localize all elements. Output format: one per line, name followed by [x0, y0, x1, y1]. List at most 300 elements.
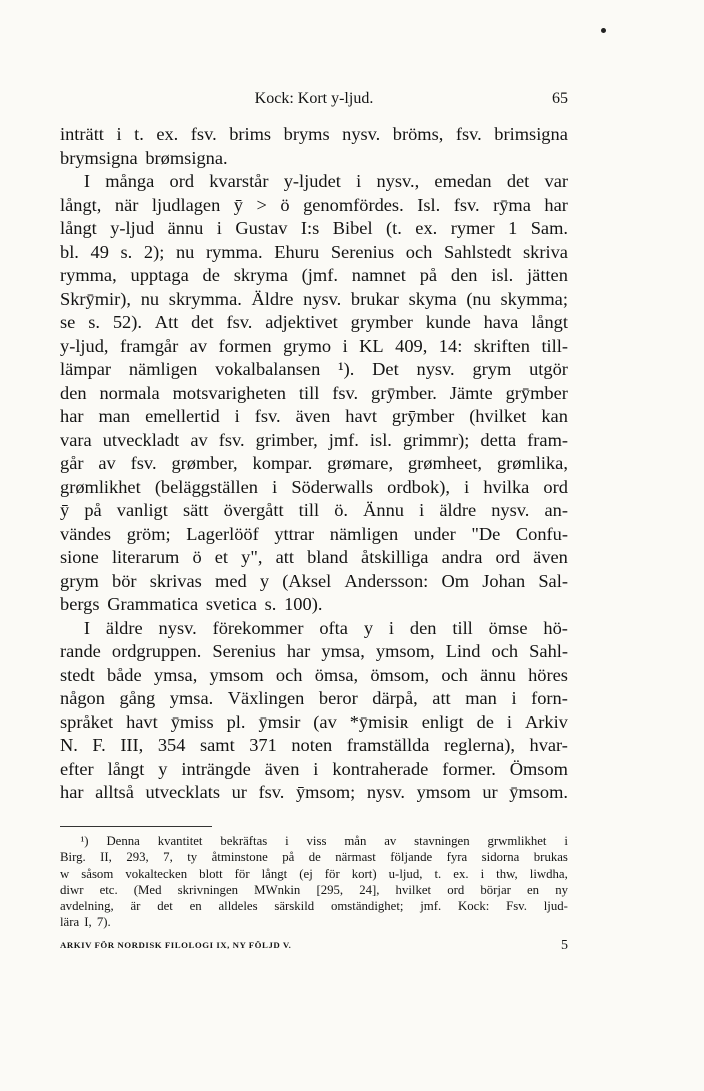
word: an-	[544, 500, 568, 520]
word: i	[511, 688, 517, 708]
word: av	[190, 429, 208, 450]
text-line	[60, 147, 568, 171]
word: ymsom	[209, 664, 264, 685]
word: u-ljud,	[388, 866, 423, 881]
word: att	[275, 547, 294, 567]
word: det	[191, 312, 214, 332]
word: alltså	[95, 782, 134, 802]
word: brimsigna	[494, 124, 568, 144]
word: diwr	[60, 882, 84, 897]
word: fsv.	[453, 194, 480, 215]
word: bör	[112, 570, 137, 591]
word: 24],	[359, 882, 380, 897]
word: grymber	[350, 312, 413, 332]
word: i	[116, 124, 122, 144]
word: ymsom,	[375, 641, 435, 661]
word: och	[405, 241, 433, 262]
word: thw,	[496, 866, 518, 881]
word: ömsa,	[314, 664, 359, 685]
word: 49	[90, 241, 109, 262]
word: ö.	[334, 500, 349, 520]
word: höres	[528, 664, 568, 685]
word: även	[295, 406, 331, 426]
word: ӯ	[233, 194, 243, 215]
word: såsom	[81, 866, 114, 881]
word: hvar-	[529, 735, 568, 755]
word: nysv.	[416, 359, 455, 379]
word: framställda	[346, 735, 430, 755]
word: se	[60, 312, 76, 332]
word: det	[157, 899, 173, 914]
word: i	[313, 758, 319, 779]
word: utveckladt	[102, 429, 180, 450]
word: kontraherade	[332, 758, 429, 779]
word: 371	[249, 735, 277, 755]
word: normala	[99, 382, 160, 403]
word: I:s	[300, 218, 320, 238]
word: t.	[434, 866, 442, 881]
word: jmf.	[420, 899, 442, 914]
text-line	[60, 476, 568, 500]
word: (av	[313, 711, 337, 732]
word: y-ljudet	[283, 171, 341, 191]
word: kort)	[351, 866, 377, 881]
word: 293,	[126, 850, 149, 865]
word: bergs	[60, 594, 100, 614]
word: äldre	[439, 500, 477, 520]
word: ö	[280, 194, 290, 215]
word: till	[452, 617, 473, 638]
word: (jmf.	[301, 265, 338, 285]
text-line	[60, 687, 568, 711]
word: kvarstår	[209, 171, 269, 191]
word: genomfördes.	[303, 194, 404, 215]
word: Confu-	[515, 523, 568, 544]
word: skrivas	[149, 570, 202, 591]
word: Lind	[445, 641, 481, 661]
word: nysv.	[158, 617, 197, 638]
word: i	[419, 500, 425, 520]
word: Kock:	[458, 899, 490, 914]
word: 2);	[143, 241, 165, 262]
word: var	[544, 171, 568, 191]
word: med	[215, 570, 247, 591]
word: skriften	[473, 335, 530, 356]
word: ex.	[415, 218, 438, 238]
word: är	[130, 899, 141, 914]
word: även	[264, 758, 300, 779]
word: Serenius	[330, 241, 395, 262]
word: särskild	[274, 899, 315, 914]
word: nämligen	[128, 359, 198, 379]
text-line	[60, 429, 568, 453]
footnote-line	[60, 833, 568, 849]
word: Det	[372, 359, 399, 379]
word: i	[356, 171, 362, 191]
text-line	[60, 241, 568, 265]
word: bryms	[283, 124, 330, 144]
word: långt,	[60, 194, 102, 215]
word: N.	[60, 735, 78, 755]
word: ofta	[319, 617, 348, 638]
word: literarum	[111, 547, 180, 567]
word: brukas	[533, 850, 568, 865]
word: ȳmsir	[258, 711, 301, 732]
word: grymo	[283, 335, 332, 356]
word: sätt	[182, 500, 209, 520]
word: Äldre	[251, 288, 294, 309]
word: Serenius	[212, 641, 276, 661]
word: fsv.	[254, 406, 281, 426]
word: kvantitet	[157, 834, 203, 848]
word: samt	[199, 735, 235, 755]
word: formen	[218, 335, 272, 356]
word: Andersson:	[344, 570, 429, 591]
text-line	[60, 546, 568, 570]
word: stavningen	[414, 834, 470, 848]
word: (Aksel	[282, 570, 332, 591]
word: emedan	[434, 171, 492, 191]
text-line	[60, 170, 568, 194]
word: pl.	[226, 711, 246, 732]
footnote-line	[60, 914, 568, 930]
word: t.	[134, 124, 144, 144]
word: ty	[187, 850, 198, 865]
word: 14:	[438, 335, 463, 356]
word: framgår	[120, 335, 179, 356]
word: nämligen	[329, 523, 399, 544]
word: en	[527, 882, 540, 897]
word: ӯ	[60, 500, 70, 520]
word: (hvilket	[469, 406, 527, 426]
word: långt	[531, 312, 568, 332]
word: etc.	[99, 882, 118, 897]
text-line	[60, 452, 568, 476]
word: former.	[442, 758, 496, 779]
word: I	[83, 617, 91, 638]
word: y",	[241, 547, 263, 567]
word: yttrar	[274, 523, 315, 544]
word: I,	[84, 915, 92, 930]
word: börjar	[480, 882, 511, 897]
text-line	[60, 593, 568, 617]
word: lära	[60, 915, 80, 930]
word: s.	[88, 312, 100, 332]
word: ordgruppen.	[111, 641, 202, 661]
word: fram-	[527, 429, 568, 450]
text-line	[60, 335, 568, 359]
word: y-ljud,	[60, 335, 109, 356]
signature-text: ARKIV FÖR NORDISK FILOLOGI IX, NY FÖLJD V.	[60, 940, 292, 950]
word: beror	[318, 688, 358, 708]
word: de	[202, 265, 220, 285]
word: grømlikhet	[60, 476, 141, 497]
word: motsvarigheten	[172, 382, 286, 403]
word: blott	[199, 866, 223, 881]
word: den	[409, 617, 437, 638]
footnote-rule	[60, 826, 212, 827]
word: svetica	[205, 594, 257, 614]
text-line	[60, 123, 568, 147]
word: havt	[345, 406, 377, 426]
text-line	[60, 664, 568, 688]
word: s.	[264, 594, 277, 614]
word: reglerna),	[444, 735, 515, 755]
word: fsv.	[258, 782, 285, 802]
word: inträngde	[181, 758, 251, 779]
ink-speck	[601, 28, 606, 33]
word: hvilket	[395, 882, 432, 897]
word: i	[216, 218, 222, 238]
word: på	[282, 850, 295, 865]
word: y	[259, 570, 270, 591]
word: någon	[60, 688, 105, 708]
word: ny	[555, 882, 568, 897]
word: vanligt	[116, 500, 168, 520]
word: ljudlagen	[151, 194, 221, 215]
word: (t.	[386, 218, 402, 238]
word: liwdha,	[529, 866, 568, 881]
word: man	[98, 406, 131, 426]
word: kompar.	[252, 453, 313, 473]
word: ö	[192, 547, 202, 567]
word: skymma;	[500, 288, 568, 309]
word: en	[189, 899, 202, 914]
footnote-line	[60, 882, 568, 898]
word: har	[60, 782, 84, 802]
word: andra	[441, 547, 483, 567]
word: Sahl-	[529, 641, 568, 661]
word: F.	[92, 735, 106, 755]
word: jmf.	[328, 429, 359, 450]
word: utgör	[529, 359, 568, 379]
word: fsv.	[226, 312, 253, 332]
word: grømlika,	[496, 453, 568, 473]
word: Ännu	[363, 500, 405, 520]
word: enligt	[421, 711, 464, 732]
word: både	[106, 664, 142, 685]
footnote	[60, 833, 568, 931]
word: (ej	[299, 866, 313, 881]
word: ordbok),	[387, 476, 450, 497]
word: Isl.	[417, 194, 441, 215]
word: följande	[390, 850, 433, 865]
word: Bibel	[332, 218, 373, 238]
word: långt	[60, 218, 97, 238]
word: brymsigna	[60, 147, 138, 168]
word: även	[533, 547, 568, 567]
word: och	[491, 641, 519, 661]
word: Om	[441, 570, 470, 591]
word: kunde	[425, 312, 471, 332]
word: hö-	[543, 617, 568, 638]
word: I	[83, 171, 91, 191]
word: (Med	[133, 882, 162, 897]
word: detta	[480, 429, 517, 450]
word: för	[324, 866, 340, 881]
word: fsv.	[332, 382, 359, 403]
word: Ehuru	[274, 241, 320, 262]
word: i	[564, 834, 568, 848]
word: nysv.,	[376, 171, 420, 191]
word: "De	[471, 523, 501, 544]
signature-number: 5	[561, 938, 568, 953]
word: inträtt	[60, 124, 104, 144]
footnote-line	[60, 898, 568, 914]
word: Grammatica	[107, 594, 199, 614]
word: havt	[126, 711, 158, 732]
word: Fsv.	[506, 899, 527, 914]
text-line	[60, 405, 568, 429]
word: i	[342, 335, 348, 356]
word: upptaga	[130, 265, 189, 285]
word: namnet	[351, 265, 406, 285]
word: har	[544, 194, 568, 215]
word: bland	[307, 547, 348, 567]
word: rande	[60, 641, 101, 661]
word: noten	[291, 735, 333, 755]
word: i	[464, 476, 470, 497]
word: när	[114, 194, 139, 215]
word: MWnkin	[254, 882, 301, 897]
word: och	[275, 664, 303, 685]
word: forn-	[531, 688, 568, 708]
word: kan	[541, 406, 568, 426]
word: ömsom,	[370, 664, 430, 685]
text-line	[60, 640, 568, 664]
word: III,	[120, 735, 144, 755]
word: grimmr);	[402, 429, 470, 450]
word: stedt	[60, 664, 95, 685]
text-line	[60, 288, 568, 312]
word: sidorna	[481, 850, 520, 865]
word: 52).	[112, 312, 142, 332]
word: har	[286, 641, 311, 661]
text-line	[60, 617, 568, 641]
word: ur	[231, 782, 247, 802]
word: efter	[60, 758, 94, 779]
word: i	[480, 866, 485, 881]
text-line	[60, 358, 568, 382]
word: *ȳmisiʀ	[349, 711, 409, 732]
word: 7,	[163, 850, 173, 865]
word: grym	[472, 359, 512, 379]
word: [295,	[316, 882, 344, 897]
page-number: 65	[552, 90, 568, 107]
word: ord	[495, 547, 521, 567]
word: åtskilliga	[361, 547, 429, 567]
word: rymma.	[205, 241, 263, 262]
word: många	[105, 171, 155, 191]
word: rymer	[450, 218, 495, 238]
word: åtminstone	[211, 850, 268, 865]
word: av	[189, 335, 208, 356]
word: 7).	[96, 915, 111, 930]
word: nu	[140, 288, 160, 309]
text-line	[60, 523, 568, 547]
word: hvilka	[483, 476, 530, 497]
word: av	[98, 453, 116, 473]
word: ord	[543, 476, 568, 497]
word: det	[506, 171, 530, 191]
word: grømare,	[327, 453, 394, 473]
word: ur	[482, 782, 498, 802]
word: rymma,	[60, 265, 117, 285]
word: brims	[229, 124, 272, 144]
word: grømheet,	[407, 453, 483, 473]
word: grym	[60, 570, 99, 591]
word: fsv.	[130, 453, 157, 473]
word: ännu	[480, 664, 516, 685]
word: går	[60, 453, 84, 473]
word: ord	[447, 882, 465, 897]
word: Skrȳmir),	[60, 288, 132, 309]
word: KL	[359, 335, 384, 356]
word: på	[419, 265, 438, 285]
word: ¹).	[338, 359, 355, 379]
word: av	[384, 834, 397, 848]
word: alldeles	[218, 899, 258, 914]
word: avdelning,	[60, 899, 114, 914]
word: vokaltecken	[125, 866, 188, 881]
word: i	[272, 476, 278, 497]
word: gröm;	[126, 523, 171, 544]
word: på	[84, 500, 102, 520]
word: äldre	[105, 617, 143, 638]
word: ex.	[156, 124, 179, 144]
text-line	[60, 311, 568, 335]
word: har	[60, 406, 84, 426]
word: ȳmsom.	[509, 782, 568, 802]
text-line	[60, 382, 568, 406]
word: nysv.	[491, 500, 530, 520]
word: isl.	[491, 265, 514, 285]
word: ord	[169, 171, 195, 191]
word: övergått	[223, 500, 284, 520]
running-header	[60, 90, 568, 114]
word: Jämte	[449, 382, 493, 403]
word: närmast	[335, 850, 376, 865]
word: Sahlstedt	[443, 241, 512, 262]
word: skyma	[408, 288, 457, 309]
text-line	[60, 711, 568, 735]
word: fsv.	[190, 124, 217, 144]
word: jätten	[527, 265, 568, 285]
text-line	[60, 570, 568, 594]
word: och	[441, 664, 468, 685]
word: Söderwalls	[291, 476, 374, 497]
word: Att	[154, 312, 179, 332]
word: ӯmsom;	[295, 782, 356, 802]
word: grwmlikhet	[487, 834, 547, 848]
word: de	[308, 850, 321, 865]
word: grȳmber.	[371, 382, 437, 403]
word: man	[465, 688, 497, 708]
word: sione	[60, 547, 99, 567]
word: nu	[175, 241, 195, 262]
text-line	[60, 758, 568, 782]
word: vara	[60, 429, 92, 450]
word: y	[158, 758, 168, 779]
word: 1	[508, 218, 518, 238]
word: brømsigna.	[145, 147, 228, 168]
footnote-line	[60, 866, 568, 882]
word: Birg.	[60, 850, 86, 865]
word: därpå,	[372, 688, 418, 708]
word: gång	[119, 688, 156, 708]
word: skryma	[233, 265, 288, 285]
word: isl.	[369, 429, 392, 450]
